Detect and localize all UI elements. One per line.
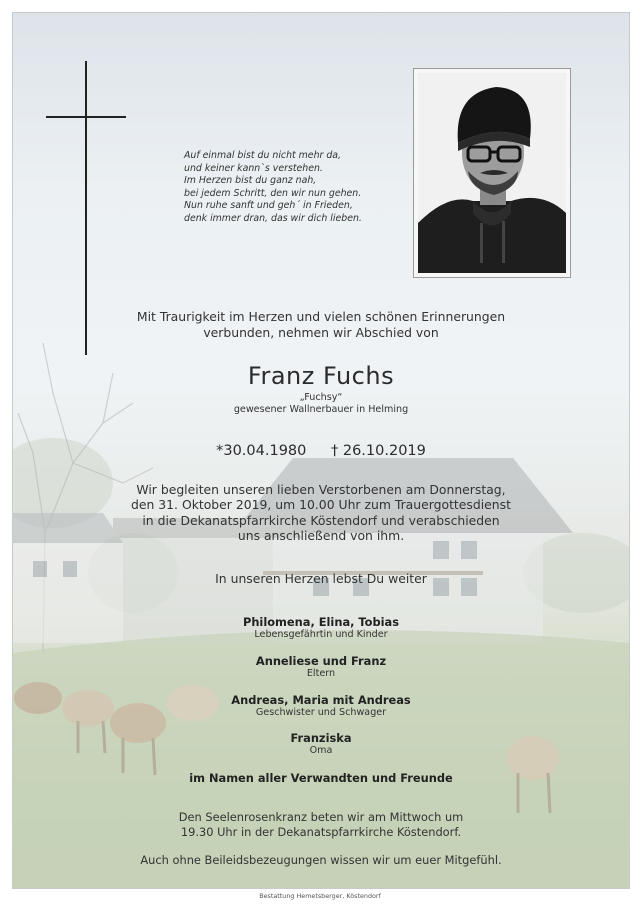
rosary-line: 19.30 Uhr in der Dekanatspfarrkirche Köstendorf. — [180, 825, 462, 839]
deceased-occupation: gewesener Wallnerbauer in Helming — [233, 404, 409, 415]
service-line: den 31. Oktober 2019, um 10.00 Uhr zum Trauergottesdienst — [131, 497, 511, 513]
mourner-group — [13, 693, 629, 718]
deceased-name: Franz Fuchs — [247, 362, 395, 390]
mourner-relation: Oma — [309, 745, 333, 756]
service-line: uns anschließend von ihm. — [237, 528, 405, 544]
mourner-group — [13, 731, 629, 756]
intro-line: Mit Traurigkeit im Herzen und vielen schönen Erinnerungen — [136, 309, 506, 324]
mourner-relation: Eltern — [306, 668, 336, 679]
poem-line: Im Herzen bist du ganz nah, — [184, 175, 317, 187]
poem — [184, 150, 404, 226]
funeral-home-credit: Bestattung Hemetsberger, Köstendorf — [259, 892, 381, 900]
poem-line: Auf einmal bist du nicht mehr da, — [184, 150, 342, 161]
portrait-image — [418, 73, 566, 273]
mourner-group — [13, 654, 629, 679]
life-dates — [13, 443, 629, 459]
funeral-service-text — [13, 482, 629, 544]
mourner-relation: Lebensgefährtin und Kinder — [254, 629, 388, 640]
portrait-photo — [413, 68, 571, 278]
obituary-card — [12, 12, 630, 889]
condolences-text: Auch ohne Beileidsbezeugungen wissen wir um euer Mitgefühl. — [140, 853, 502, 867]
rosary-text — [13, 810, 629, 840]
intro-text — [13, 309, 629, 341]
poem-line: Nun ruhe sanft und geh´ in Frieden, — [184, 200, 353, 212]
poem-line: und keiner kann`s verstehen. — [184, 162, 323, 174]
rosary-line: Den Seelenrosenkranz beten wir am Mittwoch um — [178, 810, 464, 824]
mourner-relation: Geschwister und Schwager — [255, 707, 387, 718]
mourner-names: Anneliese und Franz — [255, 654, 387, 668]
birth-date: *30.04.1980 — [216, 443, 307, 459]
intro-line: verbunden, nehmen wir Abschied von — [203, 325, 439, 340]
poem-line: bei jedem Schritt, den wir nun gehen. — [184, 187, 362, 199]
deceased-nickname: „Fuchsy“ — [299, 392, 343, 403]
service-line: in die Dekanatspfarrkirche Köstendorf und verabschieden — [142, 512, 500, 528]
service-line: Wir begleiten unseren lieben Verstorbenen am Donnerstag, — [136, 482, 506, 497]
death-date: † 26.10.2019 — [331, 443, 426, 459]
mourner-names: Franziska — [290, 731, 352, 745]
cross-icon-bar — [46, 116, 126, 118]
mourner-names: Philomena, Elina, Tobias — [242, 615, 400, 629]
mourner-names: Andreas, Maria mit Andreas — [231, 693, 411, 707]
motto: In unseren Herzen lebst Du weiter — [215, 571, 427, 586]
all-relatives-line: im Namen aller Verwandten und Freunde — [189, 771, 453, 785]
mourner-group — [13, 615, 629, 640]
poem-line: denk immer dran, das wir dich lieben. — [184, 212, 362, 224]
